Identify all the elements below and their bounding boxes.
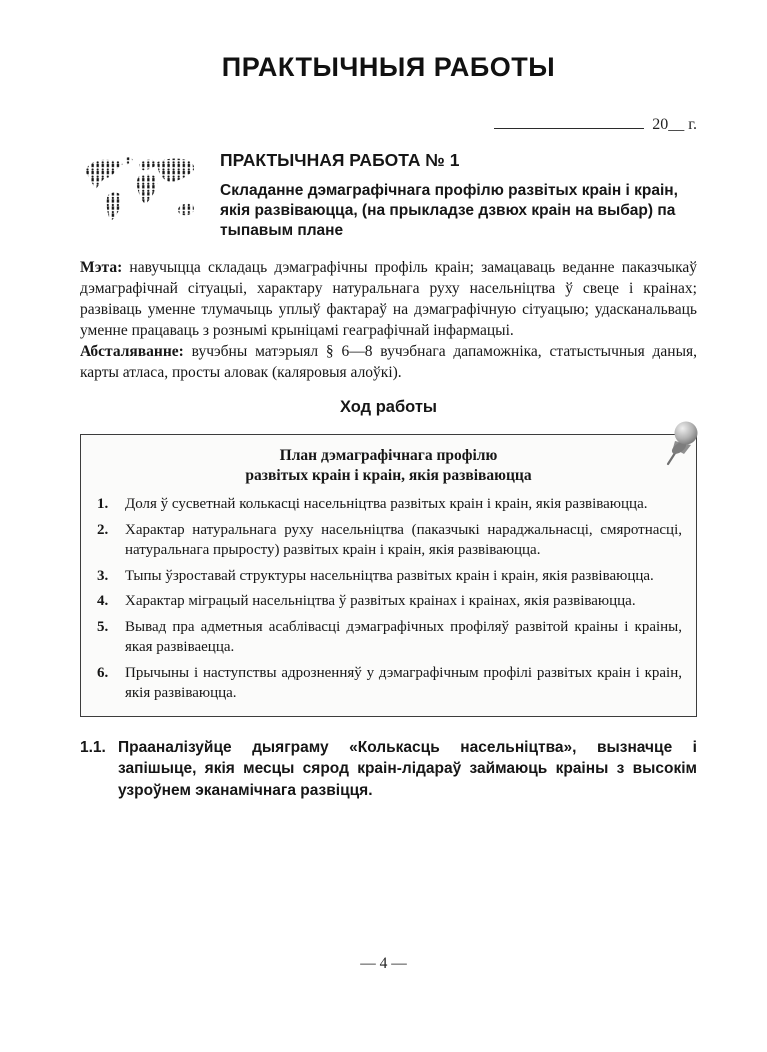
equipment-label: Абсталяванне: bbox=[80, 343, 184, 361]
world-map-icon bbox=[80, 150, 202, 238]
equipment-paragraph bbox=[80, 341, 697, 383]
plan-item-4 bbox=[95, 591, 682, 612]
date-line bbox=[80, 113, 697, 134]
goal-label: Мэта: bbox=[80, 259, 123, 277]
task-number: 1.1. bbox=[80, 738, 106, 756]
procedure-heading: Ход работы bbox=[340, 398, 437, 417]
work-heading: ПРАКТЫЧНАЯ РАБОТА № 1 bbox=[220, 150, 460, 171]
plan-item-text: Прычыны і наступствы адрозненняў у дэмаграфічным профілі развітых краін і краін, якія развіваюцца. bbox=[125, 664, 682, 702]
plan-title-line2: развітых краін і краін, якія развіваюцца bbox=[245, 467, 532, 485]
work-titles bbox=[220, 150, 697, 241]
date-suffix: 20__ г. bbox=[652, 116, 697, 134]
workbook-page bbox=[0, 52, 767, 1052]
plan-item-number: 6. bbox=[97, 664, 109, 681]
plan-item-number: 2. bbox=[97, 521, 109, 538]
task-1-1 bbox=[80, 737, 697, 802]
plan-item-text: Доля ў сусветнай колькасці насельніцтва развітых краін і краін, якія развіваюцца. bbox=[125, 496, 648, 513]
work-subtitle: Складанне дэмаграфічнага профілю развітых краін і краін, якія развіваюцца, (на прыкладзе дзвюх краін на выбар) па тыпавым плане bbox=[220, 182, 678, 240]
plan-item-number: 3. bbox=[97, 567, 109, 584]
plan-item-text: Характар міграцый насельніцтва ў развітых краінах і краінах, якія развіваюцца. bbox=[125, 593, 636, 610]
equipment-text: вучэбны матэрыял § 6—8 вучэбнага дапаможніка, статыстычныя даныя, карты атласа, просты аловак (каляровыя алоўкі). bbox=[80, 343, 697, 382]
pushpin-icon bbox=[664, 418, 702, 468]
plan-title bbox=[95, 446, 682, 486]
goal-text: навучыцца складаць дэмаграфічны профіль краін; замацаваць веданне паказчыкаў дэмаграфічнай сітуацыі, характару натуральнага руху насельніцтва ў свеце і краінах; развіваць уменне тлумачыць уплыў фактараў на дэмаграфічную сітуацыю; удасканальваць уменне працаваць з рознымі крыніцамі геаграфічнай інфармацыі. bbox=[80, 259, 698, 340]
plan-item-number: 5. bbox=[97, 618, 109, 635]
plan-title-line1: План дэмаграфічнага профілю bbox=[279, 447, 498, 465]
plan-item-1 bbox=[95, 494, 682, 515]
plan-item-5 bbox=[95, 617, 682, 658]
plan-item-text: Характар натуральнага руху насельніцтва (паказчыкі нараджальнасці, смяротнасці, натуральнага прыросту) развітых краін і краін, якія развіваюцца. bbox=[125, 521, 682, 559]
date-blank-line bbox=[494, 113, 644, 129]
plan-item-text: Вывад пра адметныя асаблівасці дэмаграфічных профіляў развітой краіны і краіны, якая развіваецца. bbox=[125, 618, 682, 656]
goal-paragraph bbox=[80, 257, 697, 341]
plan-item-6 bbox=[95, 663, 682, 704]
page-number: — 4 — bbox=[360, 955, 407, 972]
plan-item-2 bbox=[95, 520, 682, 561]
page-title: ПРАКТЫЧНЫЯ РАБОТЫ bbox=[221, 52, 556, 82]
plan-item-text: Тыпы ўзроставай структуры насельніцтва развітых краін і краін, якія развіваюцца. bbox=[125, 567, 654, 584]
task-text: Прааналізуйце дыяграму «Колькасць насельніцтва», вызначце і запішыце, якія месцы сярод краін-лідараў займаюць краіны з высокім узроўнем эканамічнага развіцця. bbox=[118, 738, 697, 799]
plan-item-3 bbox=[95, 566, 682, 587]
work-header bbox=[80, 150, 697, 241]
plan-box bbox=[80, 434, 697, 717]
plan-item-number: 1. bbox=[97, 496, 109, 513]
plan-item-number: 4. bbox=[97, 593, 109, 610]
page-content bbox=[0, 52, 767, 801]
